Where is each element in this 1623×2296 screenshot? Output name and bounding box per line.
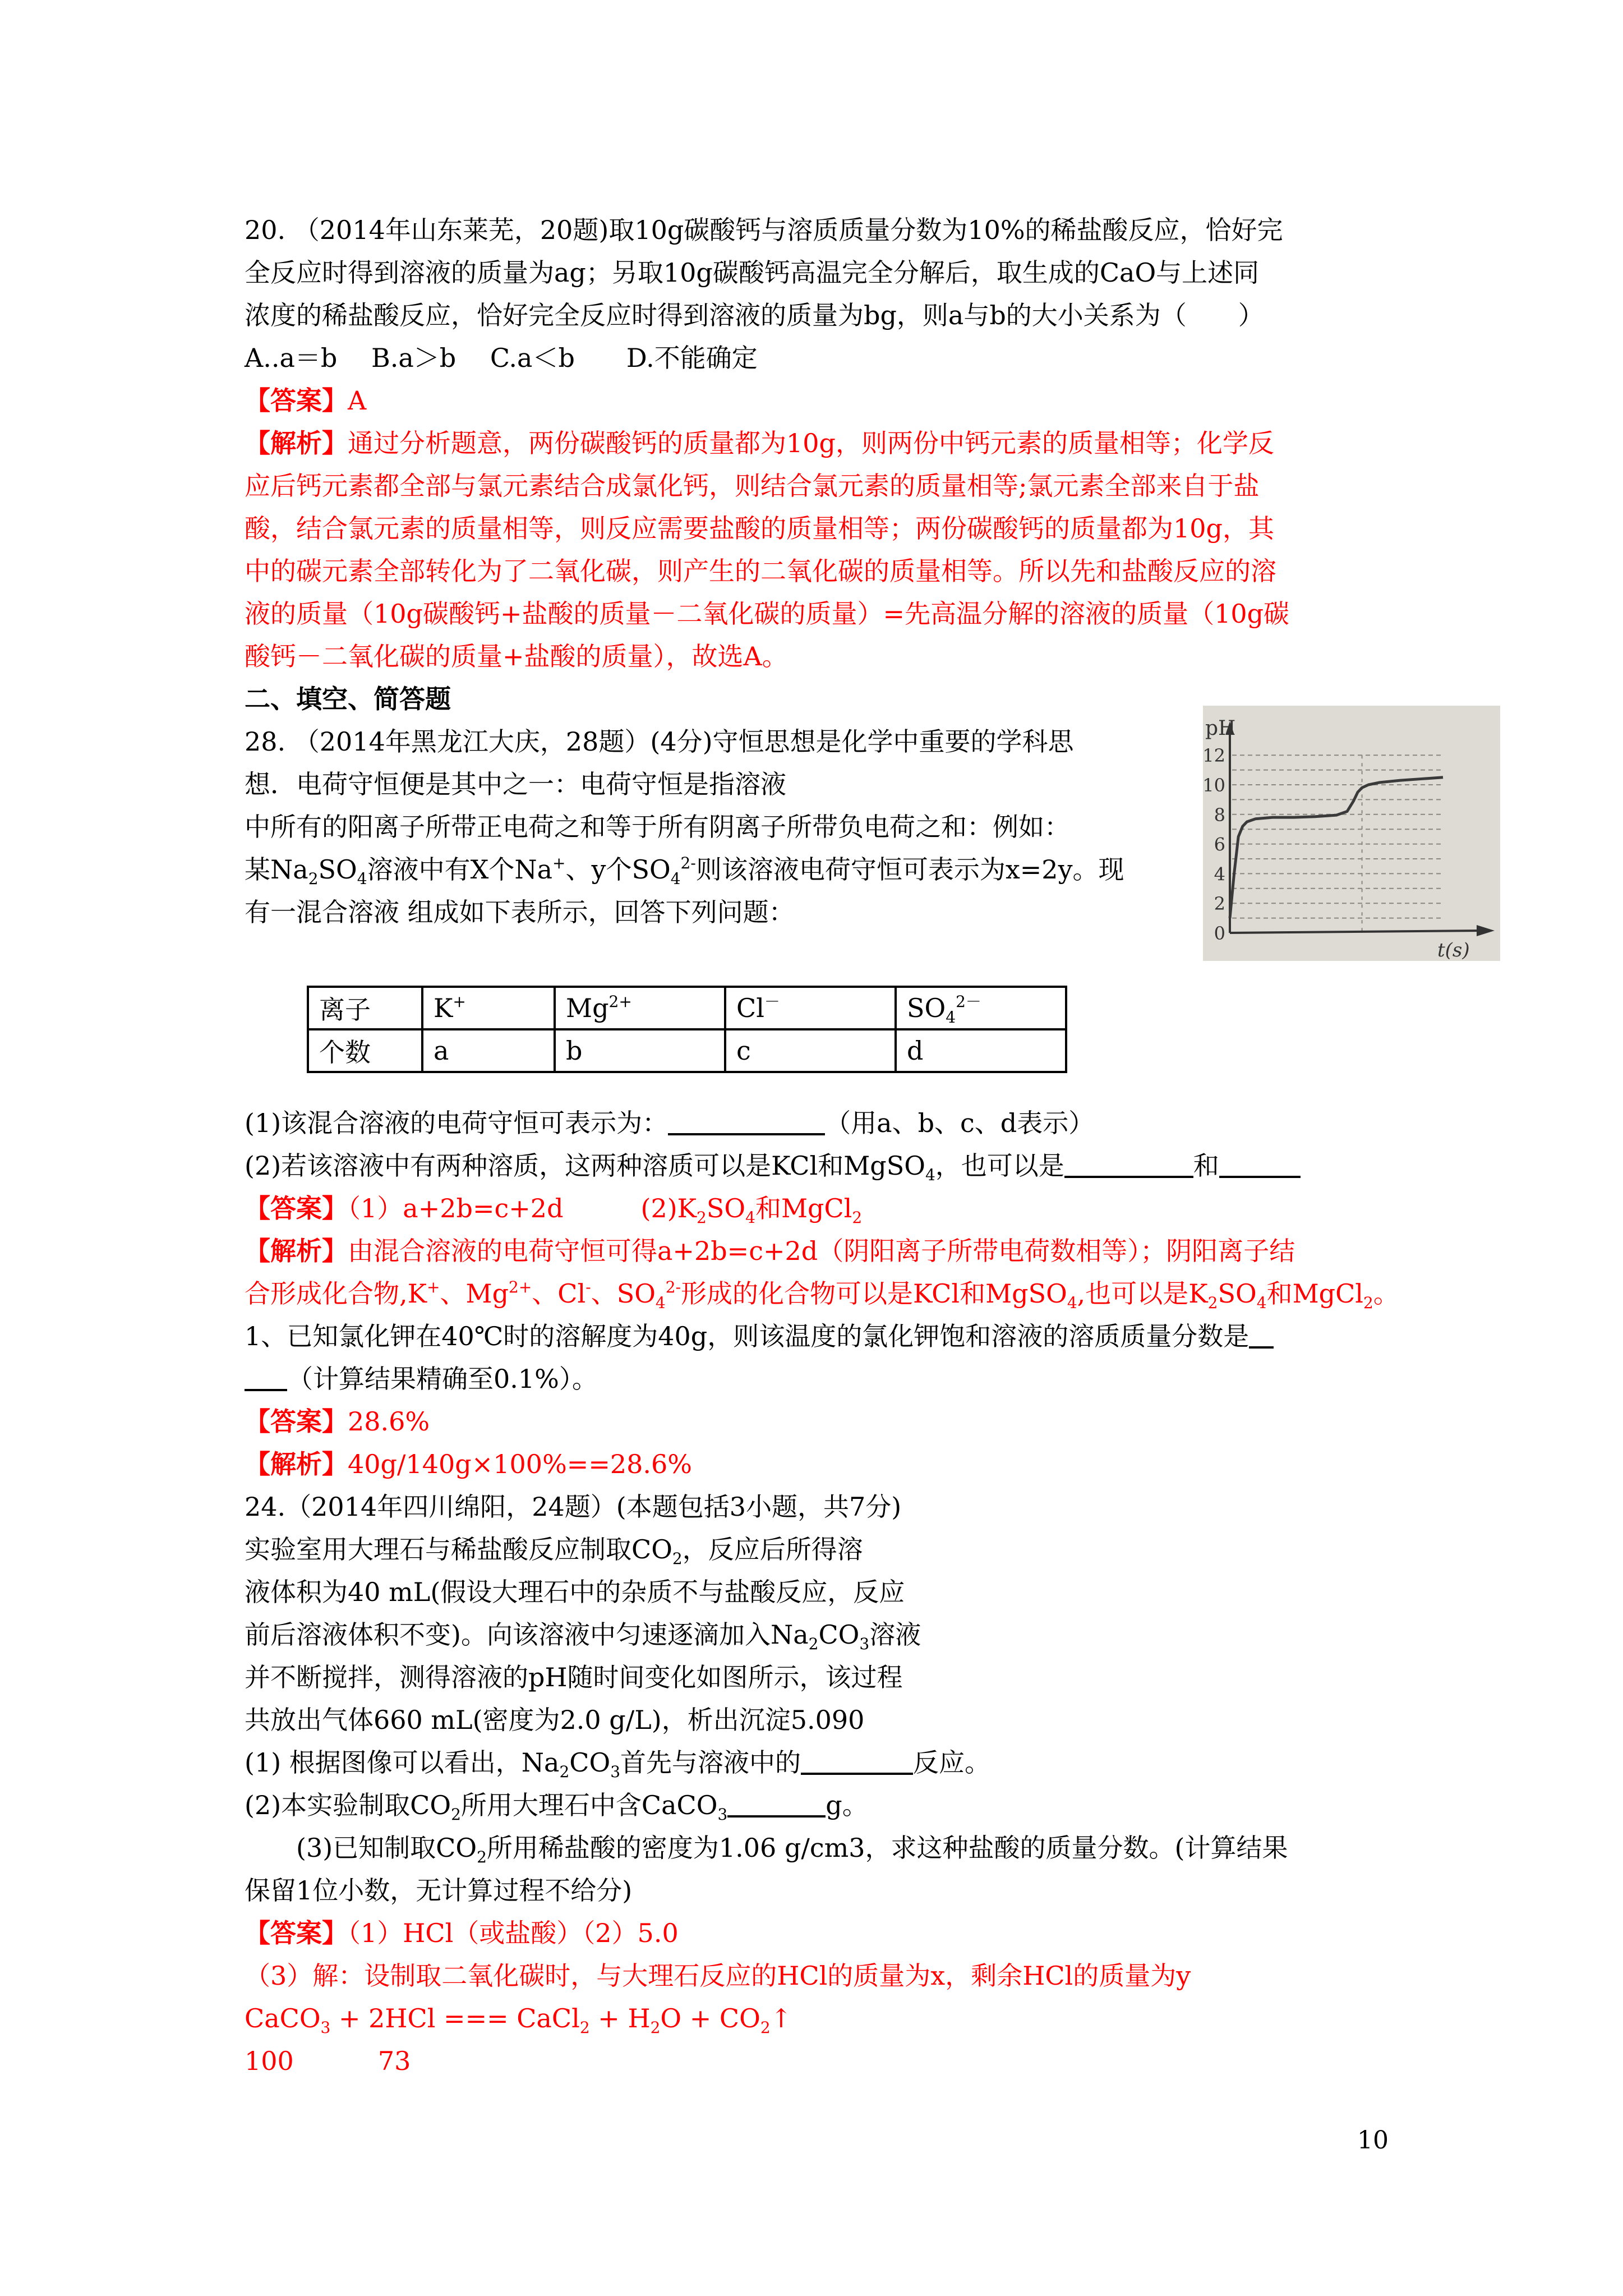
q28-analysis-2 [245,1272,1399,1315]
subscript: 2 [1207,1294,1218,1312]
text: g。 [826,1790,868,1820]
subscript: 4 [925,1166,935,1184]
subscript: 3 [859,1635,870,1653]
table-cell-count: c [725,1029,896,1072]
text: 1、已知氯化钾在40℃时的溶解度为40g，则该温度的氯化钾饱和溶液的溶质质量分数是 [245,1321,1249,1351]
text: 某Na [245,854,308,885]
q1-answer [245,1400,430,1443]
subscript: 2 [451,1805,461,1824]
table-header-cell: 个数 [308,1029,422,1072]
q28-answer [245,1187,862,1230]
text: 和 [1193,1151,1219,1181]
table-cell-count: a [422,1029,555,1072]
subscript: 2 [559,1763,570,1781]
ion-charge: 2+ [608,992,632,1011]
y-tick-label: 2 [1214,893,1225,915]
table-cell-ion [725,987,896,1029]
q20-analysis-1 [245,422,1274,464]
text: O + CO [660,2003,760,2033]
table-cell-ion [422,987,555,1029]
table-row-ions [308,987,1066,1029]
answer-value: 28.6% [348,1406,430,1437]
table-header-cell: 离子 [308,987,422,1029]
answer-label: 【答案】 [245,1193,348,1223]
ion-charge: 2－ [956,992,981,1011]
y-tick-label: 8 [1214,804,1225,826]
ion-symbol: K [434,993,453,1023]
answer-blank[interactable] [1249,1344,1274,1349]
q28-analysis-1 [245,1230,1295,1272]
text: 和MgCl [1266,1278,1364,1309]
answer-label: 【答案】 [245,1918,348,1948]
analysis-label: 【解析】 [245,428,348,458]
text: 反应。 [913,1747,991,1778]
superscript: - [585,1278,591,1296]
q20-options: A..a＝b B.a＞b C.a＜b D.不能确定 [245,343,758,373]
page-number: 10 [1357,2126,1389,2155]
text: ,也可以是K [1077,1278,1208,1309]
subscript: 4 [670,869,681,888]
text: (3)已知制取CO [245,1833,477,1863]
analysis-label: 【解析】 [245,1236,348,1266]
q24-masses [245,2040,411,2082]
ion-symbol: Cl [736,993,764,1023]
q24-solution: （3）解：设制取二氧化碳时，与大理石反应的HCl的质量为x，剩余HCl的质量为y [245,1961,1191,1991]
text: 、SO [591,1278,656,1309]
answer-value: （1）HCl（或盐酸）（2）5.0 [348,1918,679,1948]
text: （用a、b、c、d表示） [825,1108,1095,1138]
answer-blank[interactable] [727,1813,826,1818]
text: 、Cl [532,1278,586,1309]
answer-label: 【答案】 [245,1406,348,1437]
y-tick-label: 6 [1214,834,1225,855]
y-tick-label: 12 [1203,745,1225,767]
superscript: + [552,854,566,872]
table-row-counts [308,1029,1066,1072]
text: CaCO [245,2003,321,2033]
analysis-label: 【解析】 [245,1449,348,1479]
q24-line-4 [245,1613,921,1656]
subscript: 2 [1363,1294,1373,1312]
ion-symbol: SO [907,993,946,1023]
text: SO [318,854,357,885]
q24-equation [245,1997,792,2040]
text: ，也可以是 [935,1151,1064,1181]
q20-analysis-5: 液的质量（10g碳酸钙+盐酸的质量－二氧化碳的质量）=先高温分解的溶液的质量（10g碳 [245,599,1290,629]
q28-line-2: 想．电荷守恒便是其中之一：电荷守恒是指溶液 [245,769,786,799]
q24-sub2 [245,1784,868,1826]
table-cell-ion [555,987,725,1029]
text: 合形成化合物,K [245,1278,427,1309]
text: 实验室用大理石与稀盐酸反应制取CO [245,1534,672,1565]
text: CO [569,1747,611,1778]
y-tick-label: 10 [1203,775,1225,796]
subscript: 2 [697,1208,707,1227]
answer-label: 【答案】 [245,385,348,416]
subscript: 2 [477,1848,487,1866]
subscript: 4 [655,1294,666,1312]
superscript: 2- [665,1278,681,1296]
q24-line-5: 并不断搅拌，测得溶液的pH随时间变化如图所示，该过程 [245,1662,903,1692]
ion-subscript: 4 [946,1008,956,1027]
analysis-text: 40g/140g×100%==28.6% [348,1449,692,1479]
ion-charge: － [764,992,780,1011]
answer-blank[interactable] [801,1770,913,1775]
q20-line-2: 全反应时得到溶液的质量为ag；另取10g碳酸钙高温完全分解后，取生成的CaO与上述同 [245,257,1260,288]
text: 前后溶液体积不变)。向该溶液中匀速逐滴加入Na [245,1619,809,1650]
ion-symbol: Mg [566,993,609,1023]
text: 、y个SO [565,854,671,885]
x-axis-label: t(s) [1437,939,1470,961]
subscript: 2 [650,2018,661,2037]
superscript: + [427,1278,440,1296]
q1-analysis [245,1443,692,1485]
subscript: 3 [320,2018,331,2037]
text: 溶液中有X个Na [367,854,553,885]
answer-blank[interactable] [1064,1174,1193,1178]
q20-analysis-4: 中的碳元素全部转化为了二氧化碳，则产生的二氧化碳的质量相等。所以先和盐酸反应的溶 [245,556,1276,586]
answer-value: A [348,385,367,416]
text: CO [818,1619,860,1650]
q24-line-1: 24.（2014年四川绵阳，24题）(本题包括3小题，共7分) [245,1492,902,1522]
text: 、Mg [440,1278,509,1309]
subscript: 2 [579,2018,590,2037]
q24-sub1 [245,1741,990,1784]
text: （计算结果精确至0.1%）。 [287,1364,598,1394]
y-tick-label: 0 [1214,923,1225,944]
mass-caco3: 100 [245,2046,294,2076]
subscript: 4 [357,869,367,888]
text: 形成的化合物可以是KCl和MgSO [681,1278,1067,1309]
answer-blank[interactable] [245,1387,287,1391]
subscript: 2 [852,1208,863,1227]
text: 。 [1373,1278,1399,1309]
subscript: 4 [1067,1294,1077,1312]
ph-time-chart [1203,706,1500,961]
table-cell-count: b [555,1029,725,1072]
q24-sub3-line-2: 保留1位小数，无计算过程不给分) [245,1875,633,1906]
ph-chart-svg [1203,706,1500,961]
q28-line-5: 有一混合溶液 组成如下表所示，回答下列问题： [245,897,795,927]
x-axis-arrow-icon [1477,925,1495,936]
q24-line-6: 共放出气体660 mL(密度为2.0 g/L)，析出沉淀5.090 [245,1705,865,1735]
text: SO [706,1193,746,1223]
answer-blank[interactable] [1219,1174,1301,1178]
ion-charge: + [453,992,466,1011]
mass-hcl: 73 [377,2046,411,2076]
q20-analysis-2: 应后钙元素都全部与氯元素结合成氯化钙，则结合氯元素的质量相等;氯元素全部来自于盐 [245,471,1260,501]
x-axis [1230,931,1482,933]
q20-analysis-3: 酸，结合氯元素的质量相等，则反应需要盐酸的质量相等；两份碳酸钙的质量都为10g，其 [245,513,1274,544]
gas-arrow-icon: ↑ [770,2003,792,2033]
text: 所用大理石中含CaCO [460,1790,718,1820]
section-heading: 二、填空、简答题 [245,684,451,714]
q24-line-2 [245,1528,863,1571]
superscript: 2- [680,854,696,872]
text: + 2HCl === CaCl [330,2003,580,2033]
q20-analysis-6: 酸钙－二氧化碳的质量+盐酸的质量），故选A。 [245,641,788,671]
subscript: 2 [808,1635,819,1653]
table-cell-count: d [896,1029,1066,1072]
subscript: 3 [610,1763,621,1781]
analysis-text: 通过分析题意，两份碳酸钙的质量都为10g，则两份中钙元素的质量相等；化学反 [348,428,1274,458]
text: (1)该混合溶液的电荷守恒可表示为： [245,1108,668,1138]
q28-line-1: 28. （2014年黑龙江大庆，28题）(4分)守恒思想是化学中重要的学科思 [245,726,1074,757]
subscript: 4 [745,1208,755,1227]
text: （1）a+2b=c+2d (2)K [348,1193,697,1223]
text: 所用稀盐酸的密度为1.06 g/cm3，求这种盐酸的质量分数。(计算结果 [486,1833,1288,1863]
q28-line-3: 中所有的阳离子所带正电荷之和等于所有阴离子所带负电荷之和：例如： [245,812,1070,842]
q28-line-4 [245,848,1124,891]
q20-line-3: 浓度的稀盐酸反应，恰好完全反应时得到溶液的质量为bg，则a与b的大小关系为（ ） [245,300,1264,330]
text: ，反应后所得溶 [682,1534,863,1565]
y-axis-label: pH [1205,717,1236,740]
superscript: 2+ [509,1278,532,1296]
subscript: 2 [760,2018,771,2037]
q20-line-1: 20. （2014年山东莱芜，20题)取10g碳酸钙与溶质质量分数为10%的稀盐酸反应，恰好完 [245,215,1283,245]
subscript: 4 [1256,1294,1267,1312]
y-tick-label: 4 [1214,863,1225,885]
text: 由混合溶液的电荷守恒可得a+2b=c+2d（阴阳离子所带电荷数相等）；阴阳离子结 [348,1236,1295,1266]
q24-sub3 [245,1826,1288,1869]
text: 首先与溶液中的 [620,1747,801,1778]
ion-table [307,986,1067,1073]
q1-line-1 [245,1315,1274,1358]
text: 溶液 [869,1619,921,1650]
answer-blank[interactable] [668,1131,825,1135]
text: (1) 根据图像可以看出，Na [245,1747,560,1778]
text: + H [589,2003,651,2033]
text: (2)本实验制取CO [245,1790,451,1820]
text: SO [1218,1278,1257,1309]
text: 则该溶液电荷守恒可表示为x=2y。现 [695,854,1124,885]
q1-line-2 [245,1358,598,1400]
subscript: 3 [717,1805,728,1824]
q24-line-3: 液体积为40 mL(假设大理石中的杂质不与盐酸反应，反应 [245,1577,905,1607]
q28-sub1 [245,1102,1094,1144]
subscript: 2 [308,869,319,888]
text: 和MgCl [755,1193,852,1223]
table-cell-ion [896,987,1066,1029]
q24-answer [245,1912,679,1954]
q20-answer [245,379,366,422]
subscript: 2 [672,1549,683,1568]
text: (2)若该溶液中有两种溶质，这两种溶质可以是KCl和MgSO [245,1151,925,1181]
ph-curve [1230,777,1443,918]
q28-sub2 [245,1144,1301,1187]
